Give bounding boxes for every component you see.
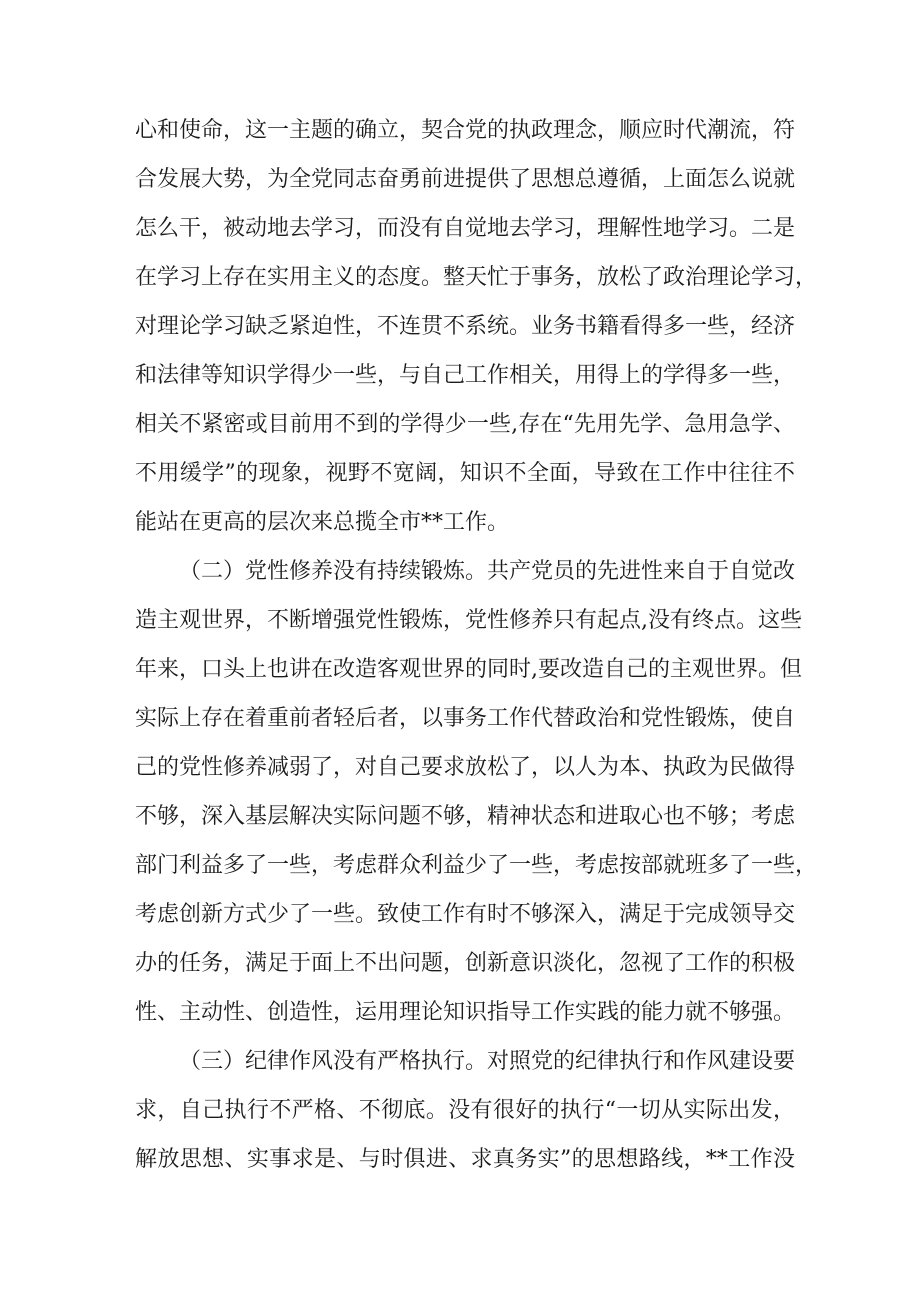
text-line: 实际上存在着重前者轻后者，以事务工作代替政治和党性锻炼，使自 <box>135 706 796 731</box>
text-line: 性、主动性、创造性，运用理论知识指导工作实践的能力就不够强。 <box>135 1000 796 1025</box>
text-line: 对理论学习缺乏紧迫性，不连贯不系统。业务书籍看得多一些，经济 <box>135 314 796 339</box>
text-line: 己的党性修养减弱了，对自己要求放松了，以人为本、执政为民做得 <box>135 755 796 780</box>
text-line: 解放思想、实事求是、与时俱进、求真务实”的思想路线，**工作没 <box>135 1147 795 1172</box>
text-line: 办的任务，满足于面上不出问题，创新意识淡化，忽视了工作的积极 <box>135 951 796 976</box>
text-line: 求，自己执行不严格、不彻底。没有很好的执行“一切从实际出发， <box>135 1098 795 1123</box>
text-line: 年来，口头上也讲在改造客观世界的同时,要改造自己的主观世界。但 <box>135 657 802 682</box>
text-line: 怎么干，被动地去学习，而没有自觉地去学习，理解性地学习。二是 <box>135 216 796 241</box>
text-line: 和法律等知识学得少一些，与自己工作相关，用得上的学得多一些， <box>135 363 796 388</box>
text-line: 考虑创新方式少了一些。致使工作有时不够深入，满足于完成领导交 <box>135 902 796 927</box>
text-line: 心和使命，这一主题的确立，契合党的执政理念，顺应时代潮流，符 <box>135 118 796 143</box>
text-line: 不用缓学”的现象，视野不宽阔，知识不全面，导致在工作中往往不 <box>135 461 795 486</box>
text-line: 不够，深入基层解决实际问题不够，精神状态和进取心也不够；考虑 <box>135 804 796 829</box>
section-heading-line: （二）党性修养没有持续锻炼。共产党员的先进性来自于自觉改 <box>179 559 796 584</box>
section-heading-line: （三）纪律作风没有严格执行。对照党的纪律执行和作风建设要 <box>179 1049 796 1074</box>
text-line: 在学习上存在实用主义的态度。整天忙于事务，放松了政治理论学习， <box>135 265 818 290</box>
text-line: 造主观世界，不断增强党性锻炼，党性修养只有起点,没有终点。这些 <box>135 608 802 633</box>
text-line: 合发展大势，为全党同志奋勇前进提供了思想总遵循，上面怎么说就 <box>135 167 796 192</box>
text-line: 部门利益多了一些，考虑群众利益少了一些，考虑按部就班多了一些， <box>135 853 818 878</box>
text-line: 能站在更高的层次来总揽全市**工作。 <box>135 510 510 535</box>
text-line: 相关不紧密或目前用不到的学得少一些,存在“先用先学、急用急学、 <box>135 412 795 437</box>
